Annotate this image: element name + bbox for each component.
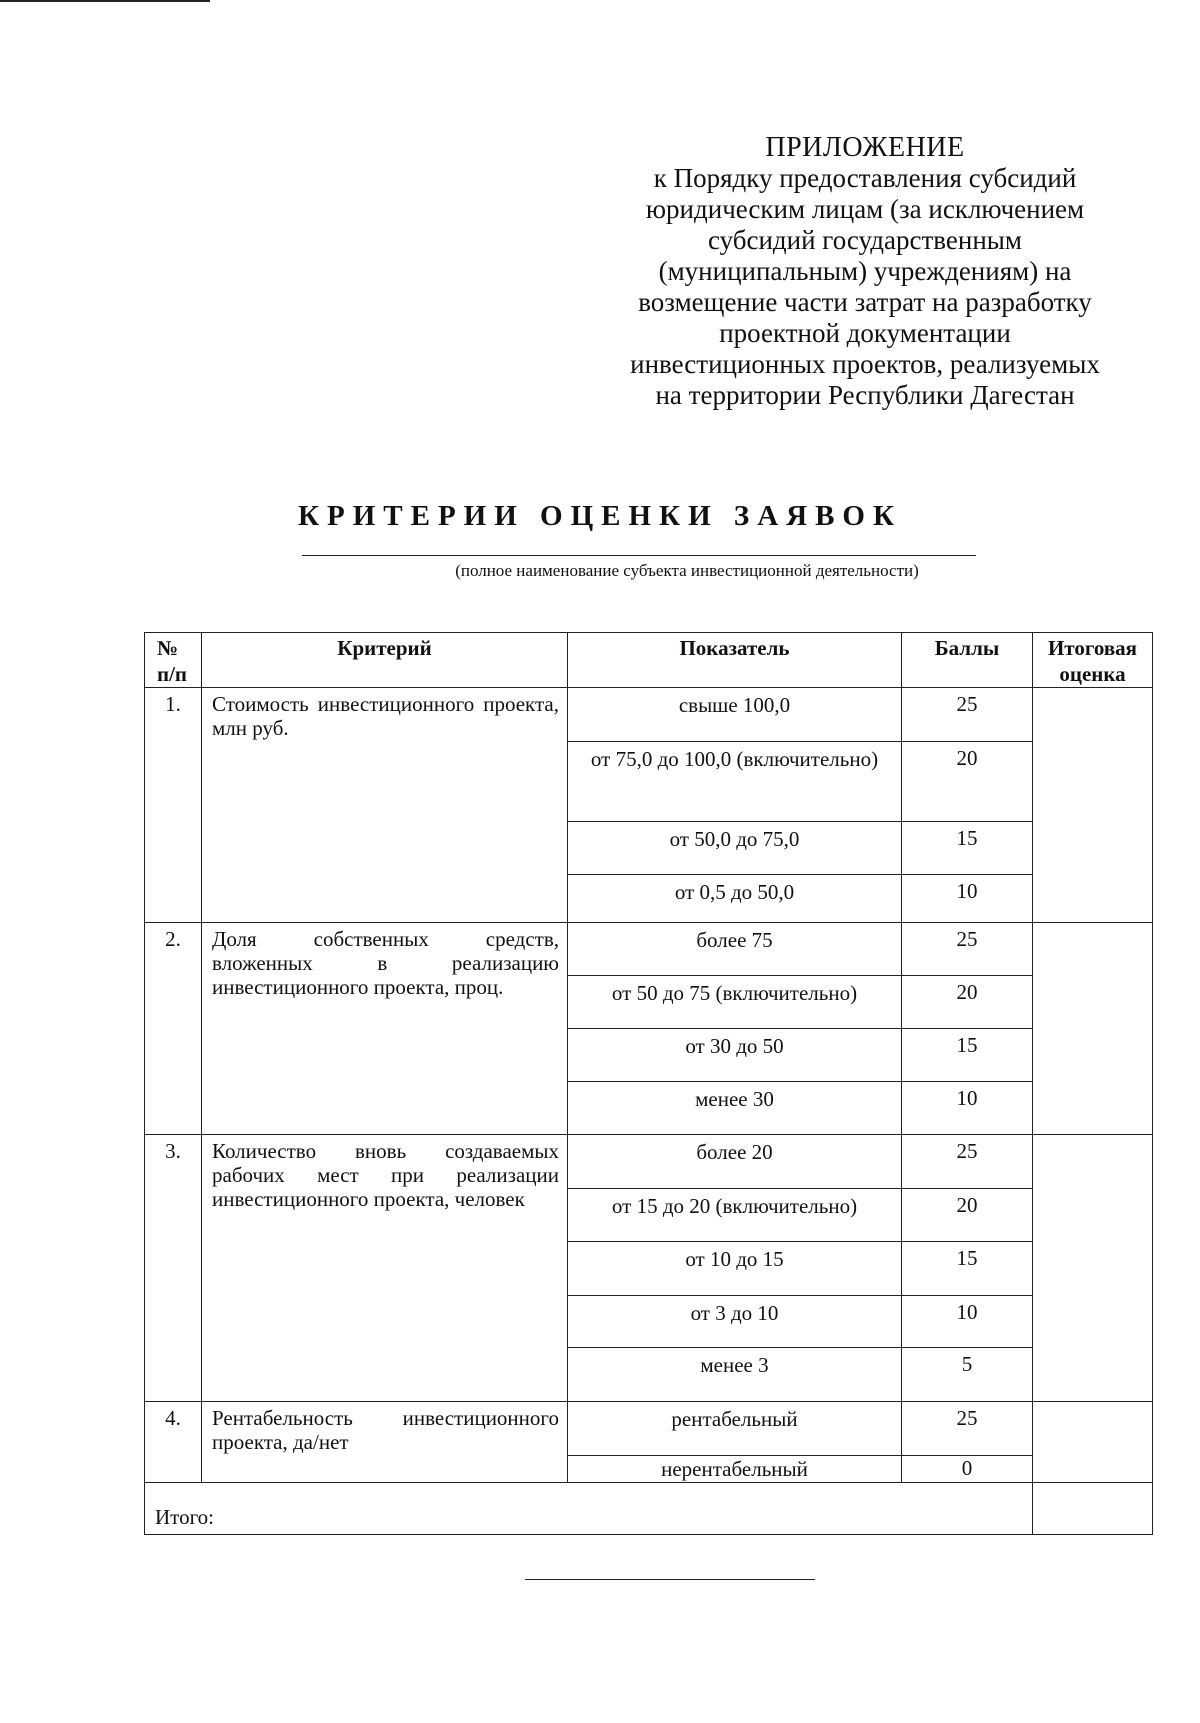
appendix-title: ПРИЛОЖЕНИЕ	[765, 132, 965, 163]
indicator-cell: от 10 до 15	[568, 1242, 902, 1296]
top-edge-rule	[0, 0, 210, 2]
indicator-cell: менее 30	[568, 1082, 902, 1135]
appendix-heading	[600, 132, 1130, 411]
table-row	[145, 1402, 1153, 1456]
indicator-cell: от 3 до 10	[568, 1296, 902, 1348]
indicator-cell: менее 3	[568, 1348, 902, 1402]
criterion-text: Доля собственных средств, вложенных в реализацию инвестиционного проекта, проц.	[202, 923, 568, 1135]
header-criterion: Критерий	[202, 633, 568, 688]
score-cell: 25	[902, 923, 1033, 976]
appendix-line: возмещение части затрат на разработку	[638, 287, 1092, 317]
indicator-cell: от 30 до 50	[568, 1029, 902, 1082]
header-score: Баллы	[902, 633, 1033, 688]
table-row	[145, 1135, 1153, 1189]
score-cell: 25	[902, 688, 1033, 742]
appendix-line: юридическим лицам (за исключением	[645, 194, 1085, 224]
score-cell: 10	[902, 1296, 1033, 1348]
criterion-text: Стоимость инвестиционного проекта, млн руб.	[202, 688, 568, 923]
indicator-cell: более 75	[568, 923, 902, 976]
applicant-name-caption: (полное наименование субъекта инвестиционной деятельности)	[455, 561, 919, 580]
total-score-cell	[1033, 1135, 1153, 1402]
total-label: Итого:	[145, 1483, 1033, 1535]
score-cell: 15	[902, 822, 1033, 875]
score-cell: 25	[902, 1402, 1033, 1456]
row-number: 4.	[145, 1402, 202, 1483]
total-row	[145, 1483, 1153, 1535]
score-cell: 15	[902, 1029, 1033, 1082]
appendix-line: к Порядку предоставления субсидий	[653, 163, 1077, 193]
indicator-cell: рентабельный	[568, 1402, 902, 1456]
row-number: 3.	[145, 1135, 202, 1402]
table-row	[145, 688, 1153, 742]
criterion-text: Рентабельность инвестиционного проекта, да/нет	[202, 1402, 568, 1483]
appendix-line: проектной документации	[719, 318, 1011, 348]
indicator-cell: от 50 до 75 (включительно)	[568, 976, 902, 1029]
header-indicator: Показатель	[568, 633, 902, 688]
score-cell: 5	[902, 1348, 1033, 1402]
end-rule	[525, 1579, 815, 1580]
total-score-cell	[1033, 1402, 1153, 1483]
indicator-cell: от 15 до 20 (включительно)	[568, 1189, 902, 1242]
header-number: № п/п	[145, 633, 202, 688]
score-cell: 20	[902, 1189, 1033, 1242]
header-total: Итоговая оценка	[1033, 633, 1153, 688]
score-cell: 25	[902, 1135, 1033, 1189]
table-header-row	[145, 633, 1153, 688]
score-cell: 10	[902, 875, 1033, 923]
score-cell: 0	[902, 1456, 1033, 1483]
criterion-text: Количество вновь создаваемых рабочих мест при реализации инвестиционного проекта, человек	[202, 1135, 568, 1402]
score-cell: 20	[902, 976, 1033, 1029]
applicant-name-line	[302, 555, 976, 556]
score-cell: 15	[902, 1242, 1033, 1296]
row-number: 1.	[145, 688, 202, 923]
appendix-line: (муниципальным) учреждениям) на	[658, 256, 1072, 286]
row-number: 2.	[145, 923, 202, 1135]
appendix-line: на территории Республики Дагестан	[655, 380, 1075, 410]
score-cell: 10	[902, 1082, 1033, 1135]
score-cell: 20	[902, 742, 1033, 822]
indicator-cell: от 75,0 до 100,0 (включительно)	[568, 742, 902, 822]
appendix-line: субсидий государственным	[707, 225, 1023, 255]
appendix-line: инвестиционных проектов, реализуемых	[630, 349, 1100, 379]
indicator-cell: свыше 100,0	[568, 688, 902, 742]
indicator-cell: более 20	[568, 1135, 902, 1189]
indicator-cell: нерентабельный	[568, 1456, 902, 1483]
indicator-cell: от 0,5 до 50,0	[568, 875, 902, 923]
criteria-table	[144, 632, 1153, 1535]
total-score-cell	[1033, 923, 1153, 1135]
indicator-cell: от 50,0 до 75,0	[568, 822, 902, 875]
total-score-cell	[1033, 688, 1153, 923]
grand-total-cell	[1033, 1483, 1153, 1535]
table-row	[145, 923, 1153, 976]
document-title: КРИТЕРИИ ОЦЕНКИ ЗАЯВОК	[297, 500, 903, 532]
